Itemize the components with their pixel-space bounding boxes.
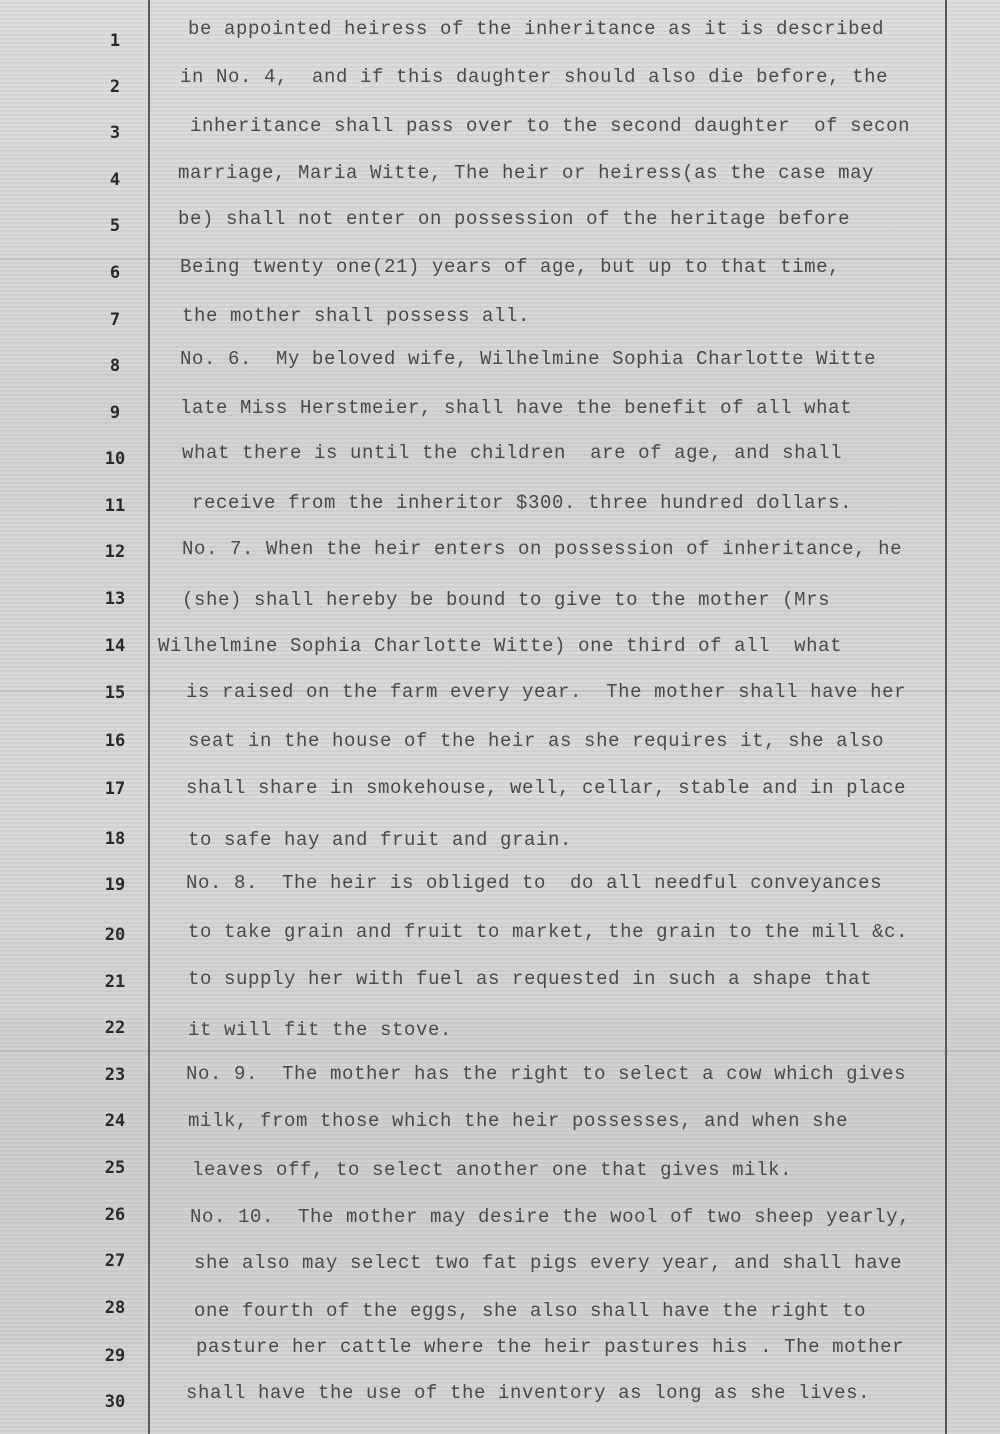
line-number: 1	[109, 31, 121, 51]
line-number: 17	[104, 779, 126, 799]
text-line: is raised on the farm every year. The mother shall have her	[186, 681, 907, 703]
text-line: to safe hay and fruit and grain.	[188, 829, 573, 851]
text-line: Being twenty one(21) years of age, but up to that time,	[180, 256, 841, 278]
line-number: 3	[109, 123, 121, 143]
text-line: shall have the use of the inventory as long as she lives.	[186, 1382, 871, 1404]
text-line: she also may select two fat pigs every year, and shall have	[194, 1252, 903, 1274]
line-number: 4	[109, 170, 121, 190]
text-line: Wilhelmine Sophia Charlotte Witte) one third of all what	[158, 635, 843, 657]
text-line: No. 10. The mother may desire the wool of two sheep yearly,	[190, 1206, 911, 1228]
line-number: 22	[104, 1018, 126, 1038]
line-number: 27	[104, 1251, 126, 1271]
text-line: (she) shall hereby be bound to give to the mother (Mrs	[182, 589, 831, 611]
line-number: 19	[104, 875, 126, 895]
line-number: 10	[104, 449, 126, 469]
line-number: 11	[104, 496, 126, 516]
line-number: 6	[109, 263, 121, 283]
line-number: 7	[109, 310, 121, 330]
paper-fold	[0, 1050, 1000, 1052]
line-number: 2	[109, 77, 121, 97]
text-line: what there is until the children are of age, and shall	[182, 442, 843, 464]
text-line: receive from the inheritor $300. three hundred dollars.	[192, 492, 853, 514]
line-number: 18	[104, 829, 126, 849]
text-line: pasture her cattle where the heir pastures his . The mother	[196, 1336, 905, 1358]
text-line: shall share in smokehouse, well, cellar, stable and in place	[186, 777, 907, 799]
line-number: 13	[104, 589, 126, 609]
text-line: to take grain and fruit to market, the grain to the mill &c.	[188, 921, 909, 943]
text-line: in No. 4, and if this daughter should also die before, the	[180, 66, 889, 88]
line-number: 21	[104, 972, 126, 992]
line-number: 16	[104, 731, 126, 751]
right-margin-rule	[945, 0, 947, 1434]
line-number: 9	[109, 403, 121, 423]
text-line: one fourth of the eggs, she also shall have the right to	[194, 1300, 867, 1322]
line-number: 24	[104, 1111, 126, 1131]
text-line: No. 7. When the heir enters on possession of inheritance, he	[182, 538, 903, 560]
line-number: 5	[109, 216, 121, 236]
line-number: 15	[104, 683, 126, 703]
text-line: it will fit the stove.	[188, 1019, 453, 1041]
text-line: be appointed heiress of the inheritance as it is described	[188, 18, 885, 40]
text-line: be) shall not enter on possession of the heritage before	[178, 208, 851, 230]
text-line: seat in the house of the heir as she requires it, she also	[188, 730, 885, 752]
text-line: leaves off, to select another one that gives milk.	[192, 1159, 793, 1181]
line-number: 8	[109, 356, 121, 376]
line-number: 23	[104, 1065, 126, 1085]
line-number: 26	[104, 1205, 126, 1225]
text-line: No. 9. The mother has the right to select a cow which gives	[186, 1063, 907, 1085]
text-line: inheritance shall pass over to the second daughter of secon	[190, 115, 911, 137]
text-line: No. 6. My beloved wife, Wilhelmine Sophia Charlotte Witte	[180, 348, 877, 370]
line-number: 20	[104, 925, 126, 945]
line-number: 14	[104, 636, 126, 656]
line-number: 28	[104, 1298, 126, 1318]
line-number: 30	[104, 1392, 126, 1412]
text-line: marriage, Maria Witte, The heir or heiress(as the case may	[178, 162, 875, 184]
line-number: 29	[104, 1346, 126, 1366]
text-line: No. 8. The heir is obliged to do all needful conveyances	[186, 872, 883, 894]
line-number: 25	[104, 1158, 126, 1178]
text-line: late Miss Herstmeier, shall have the benefit of all what	[180, 397, 853, 419]
text-line: the mother shall possess all.	[182, 305, 531, 327]
line-number: 12	[104, 542, 126, 562]
text-line: to supply her with fuel as requested in such a shape that	[188, 968, 873, 990]
text-line: milk, from those which the heir possesses, and when she	[188, 1110, 849, 1132]
